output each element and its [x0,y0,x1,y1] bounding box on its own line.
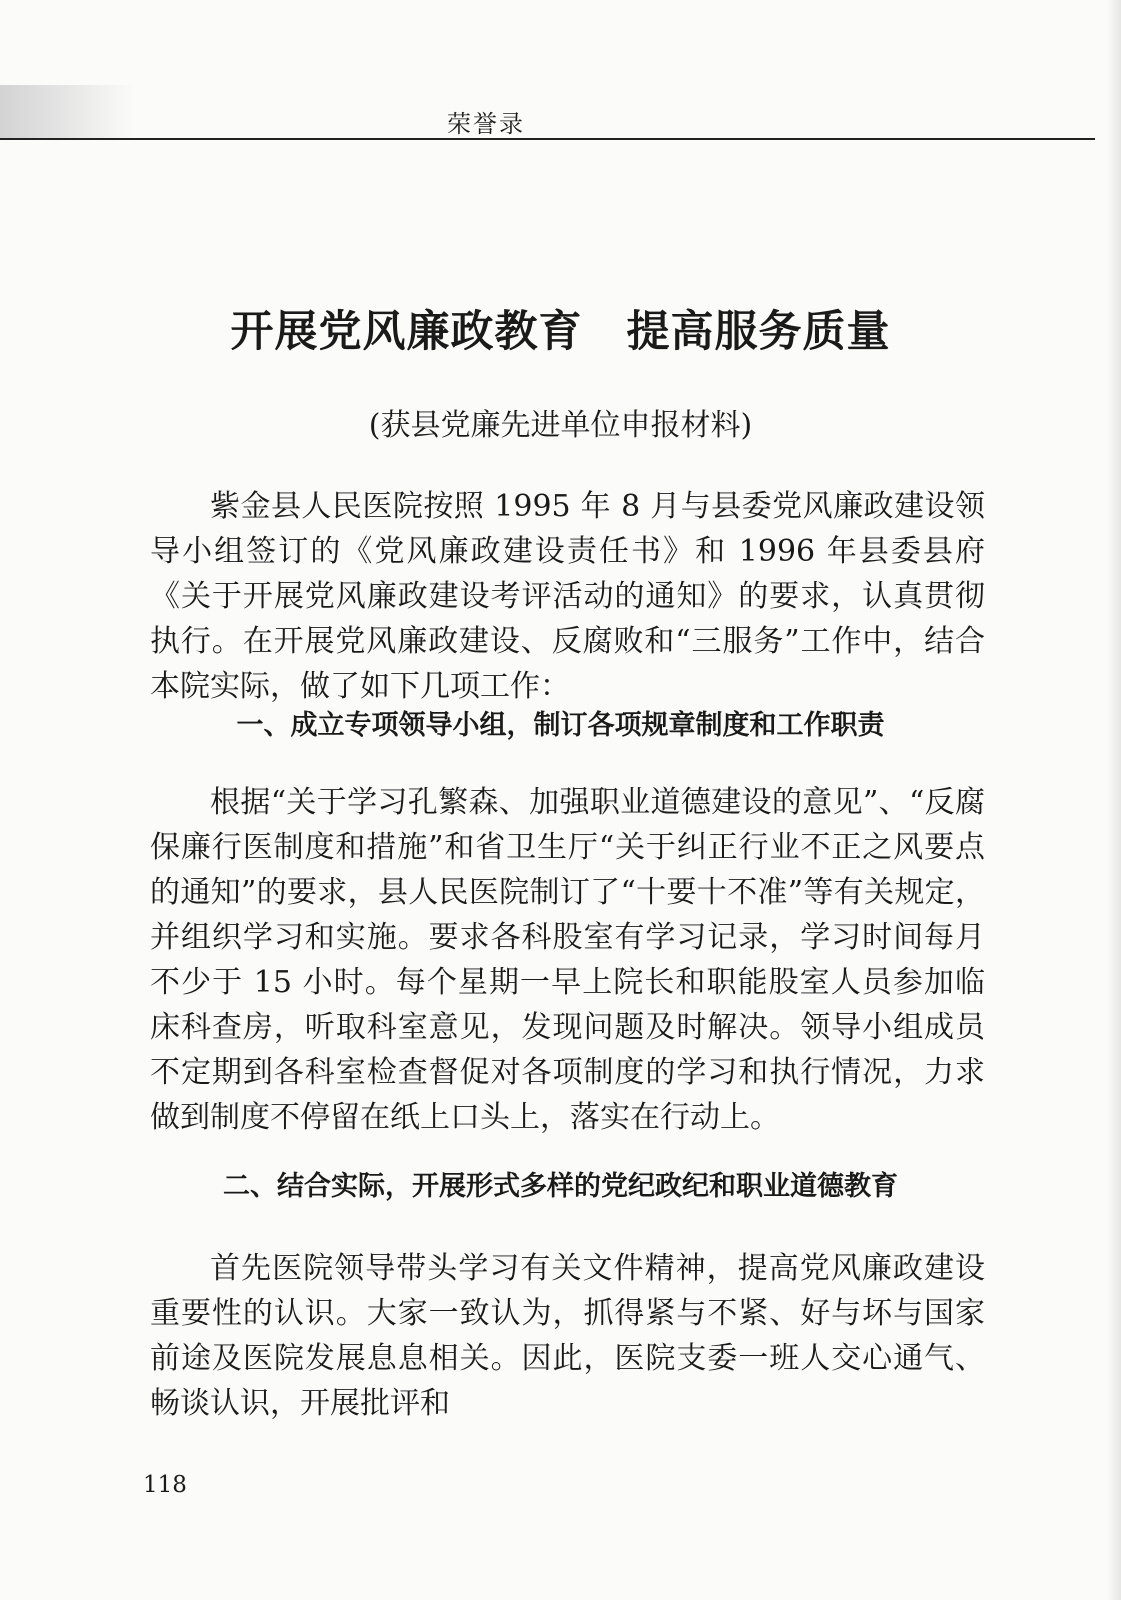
section-heading-1: 一、成立专项领导小组，制订各项规章制度和工作职责 [236,710,885,741]
section-body-2: 首先医院领导带头学习有关文件精神，提高党风廉政建设重要性的认识。大家一致认为，抓得紧与不紧、好与坏与国家前途及医院发展息息相关。因此，医院支委一班人交心通气、畅谈认识，开展批评和 [150,1251,985,1421]
running-head: 荣誉录 [447,110,525,138]
page-subtitle: (获县党廉先进单位申报材料) [368,408,753,443]
section-body-1: 根据“关于学习孔繁森、加强职业道德建设的意见”、“反腐保廉行医制度和措施”和省卫生厅“关于纠正行业不正之风要点的通知”的要求，县人民医院制订了“十要十不准”等有关规定，并组织学习和实施。要求各科股室有学习记录，学习时间每月不少于 15 小时。每个星期一早上院长和职能股室人员参加临床科查房，听取科室意见，发现问题及时解决。领导小组成员不定期到各科室检查督促对各项制度的学习和执行情况，力求做到制度不停留在纸上口头上，落实在行动上。 [150,785,985,1135]
scan-edge [1107,0,1121,1600]
header-rule [0,138,1095,140]
section-heading-2: 二、结合实际，开展形式多样的党纪政纪和职业道德教育 [223,1171,898,1202]
page-number: 118 [143,1472,187,1498]
intro-paragraph: 紫金县人民医院按照 1995 年 8 月与县委党风廉政建设领导小组签订的《党风廉政建设责任书》和 1996 年县委县府《关于开展党风廉政建设考评活动的通知》的要求，认真贯彻执行。在开展党风廉政建设、反腐败和“三服务”工作中，结合本院实际，做了如下几项工作： [150,489,985,704]
page-title: 开展党风廉政教育 提高服务质量 [230,307,891,357]
